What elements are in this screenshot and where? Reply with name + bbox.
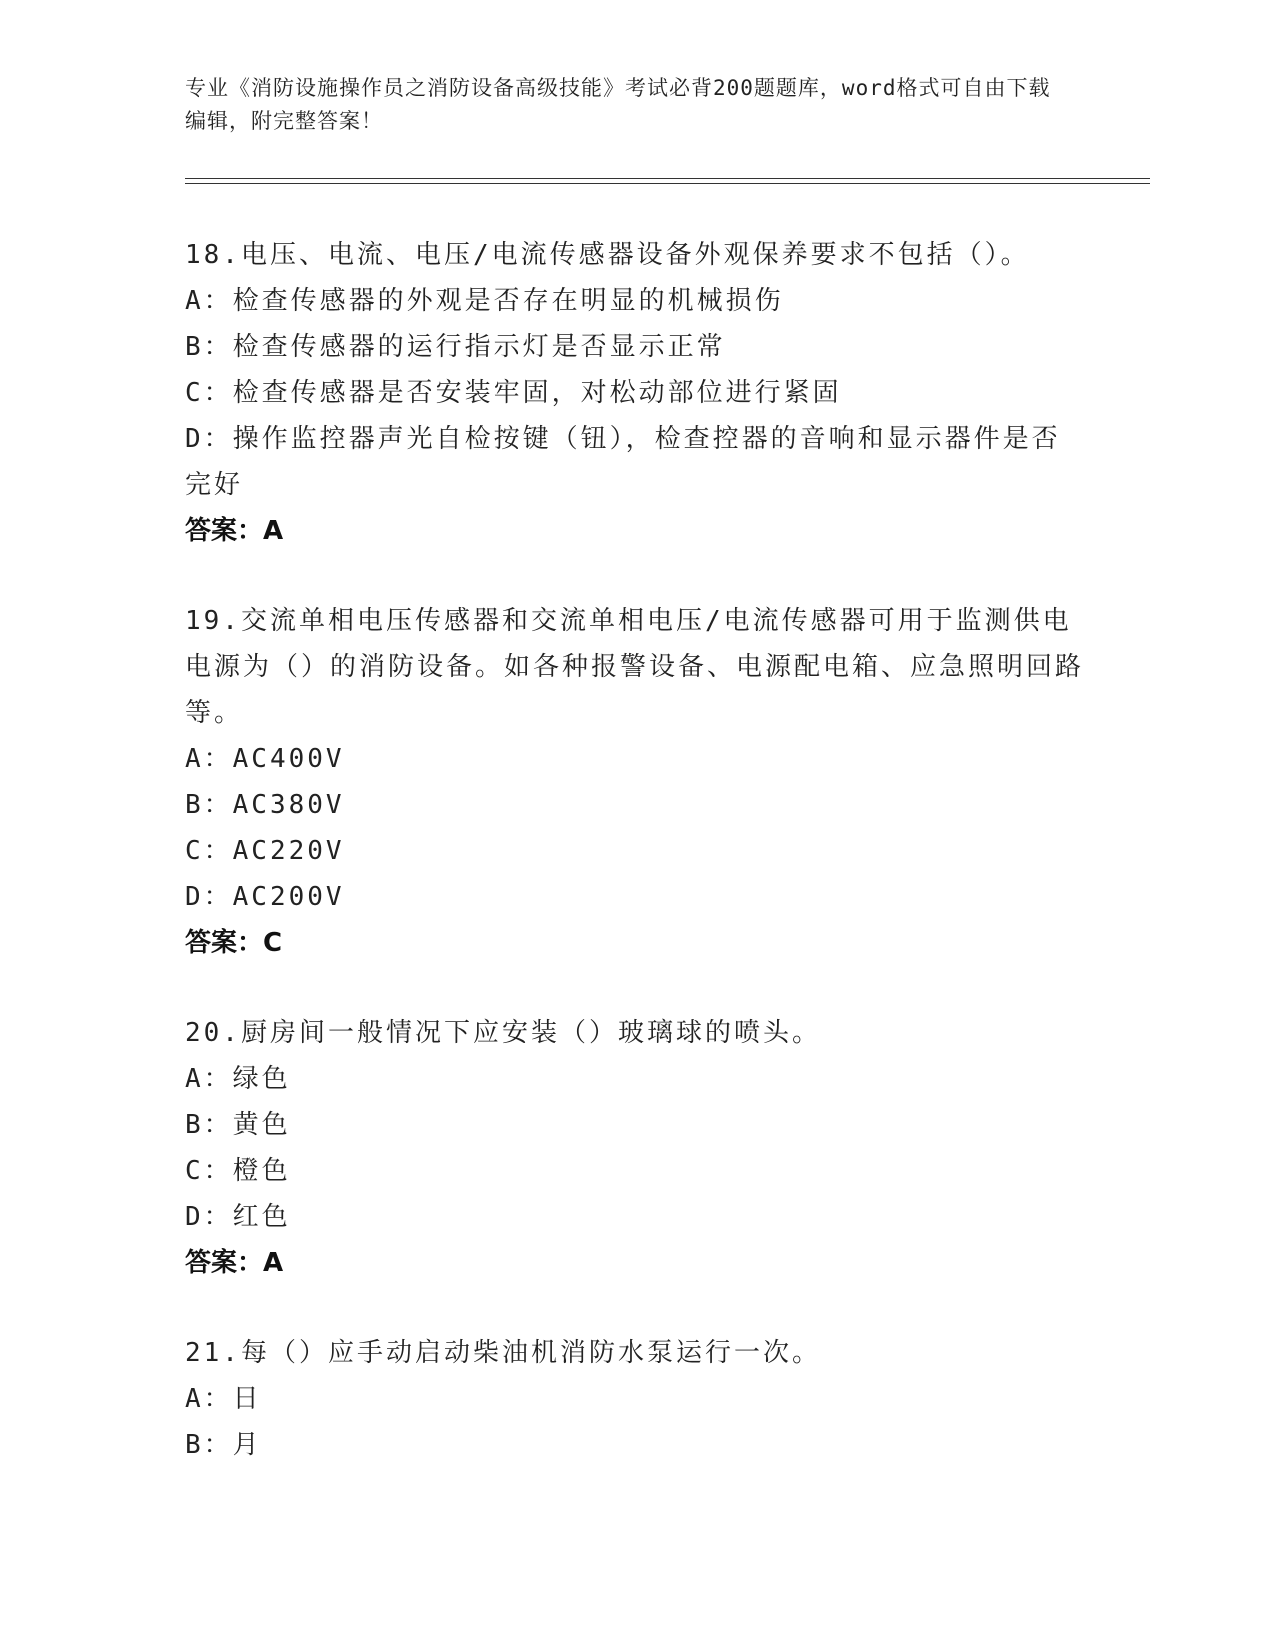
option-d: D：AC200V xyxy=(185,882,345,912)
question-21 xyxy=(185,1330,1085,1468)
question-stem: 20.厨房间一般情况下应安装（）玻璃球的喷头。 xyxy=(185,1018,821,1048)
option-b: B：AC380V xyxy=(185,790,345,820)
option-c: C：橙色 xyxy=(185,1156,291,1186)
header-divider-bottom xyxy=(185,183,1150,184)
option-c: C：检查传感器是否安装牢固，对松动部位进行紧固 xyxy=(185,378,842,408)
option-b: B：月 xyxy=(185,1430,262,1460)
question-19 xyxy=(185,598,1085,966)
question-18 xyxy=(185,232,1085,554)
question-stem: 18.电压、电流、电压/电流传感器设备外观保养要求不包括（）。 xyxy=(185,240,1030,270)
question-stem: 21.每（）应手动启动柴油机消防水泵运行一次。 xyxy=(185,1338,821,1368)
option-a: A：日 xyxy=(185,1384,262,1414)
option-a: A：检查传感器的外观是否存在明显的机械损伤 xyxy=(185,286,784,316)
option-a: A：AC400V xyxy=(185,744,345,774)
header-divider-top xyxy=(185,178,1150,179)
answer-label: 答案：A xyxy=(185,1248,284,1278)
question-stem: 19.交流单相电压传感器和交流单相电压/电流传感器可用于监测供电电源为（）的消防设备。如各种报警设备、电源配电箱、应急照明回路等。 xyxy=(185,606,1085,728)
answer-label: 答案：C xyxy=(185,928,283,958)
option-c: C：AC220V xyxy=(185,836,345,866)
option-a: A：绿色 xyxy=(185,1064,291,1094)
option-d: D：红色 xyxy=(185,1202,291,1232)
question-list xyxy=(185,232,1085,1512)
document-header: 专业《消防设施操作员之消防设备高级技能》考试必背200题题库，word格式可自由下载编辑，附完整答案！ xyxy=(185,76,1051,133)
option-b: B：黄色 xyxy=(185,1110,291,1140)
option-b: B：检查传感器的运行指示灯是否显示正常 xyxy=(185,332,726,362)
answer-label: 答案：A xyxy=(185,516,284,546)
option-d: D：操作监控器声光自检按键（钮），检查控器的音响和显示器件是否完好 xyxy=(185,424,1061,500)
question-20 xyxy=(185,1010,1085,1286)
